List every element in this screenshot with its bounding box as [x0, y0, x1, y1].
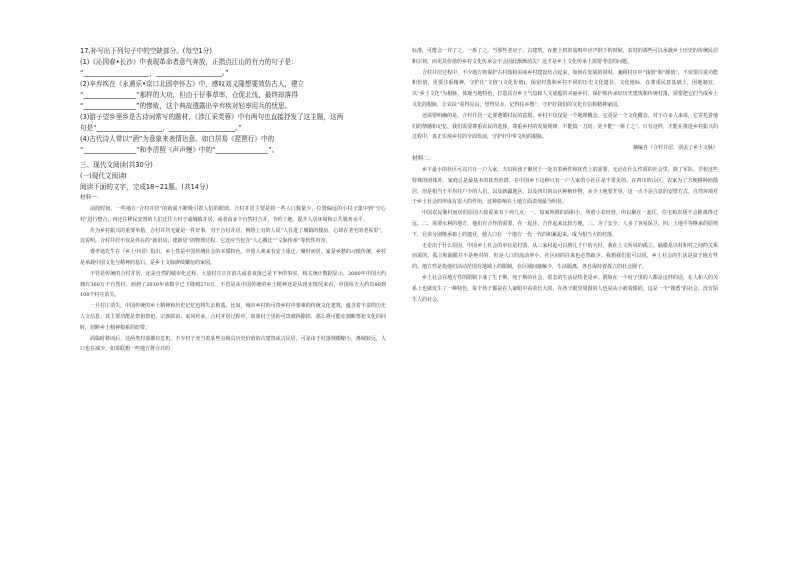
right-column	[412, 0, 718, 562]
q17-item-3b: 句是“____________________，____________________。”	[80, 124, 242, 132]
material-2-paragraph: 中国农民聚村而居的原因大致说来有下列几点：一、每家所耕的面积小，所谓小农经营，所以聚在一起住，住宅和农场不会距离得过远。二、需要水利的地方，他们有合作的需要，在一起住，合作起来比较方便。三、为了安全，人多了容易保卫。四、土地平等继承的原则下，兄弟分别继承祖上的遗业，使人口在一个地方一代一代的积累起来，成为相当大的村落。	[412, 210, 718, 238]
q17-item-2b: “________________”那样的大功，但由于仔事草率，仓促北伐，最终却落得	[80, 91, 298, 99]
q17-item-4a: (4)古代诗人常以“酒”为意象来表情达意。如白居易《琵琶行》中的	[80, 135, 275, 143]
material-1-paragraph: 还需要明确的是，合村并居一定要遵循村民的意愿。乡村不仅仅是一个地理概念，它更是一个文化概念。对于许多人来说，它寄托着他们的情感和记忆，我们需要尊重农民的选择，尊重乡村的发展规律，不能搞一刀切，更不能“一拆了之”。只有这样，才能在推进乡村振兴的过程中，真正实现乡村的全面发展，守护好中华文明的根脉。	[412, 112, 718, 141]
material-1-source: 摘编自《合村并居，别丢了乡土文脉》	[632, 145, 718, 152]
material-1-paragraph: 合村并居过程中，不少地方将保护古村落和美丽乡村建设结合起来，如何在发展的同时，兼顾村庄中“钱值”和“颜值”，不仅要注重功能和价值，更要注重精神，守护住“文值”(文化价值)，保留村落和乡村不同的历史文化遗存、文化地标，在尊重民意基础上，因地制宜，以“乡土文化”为根脉，体现当地特色，打造具有乡土气息和人文底蕴的美丽乡村。保护和传承好历史建筑和传统村落，需要把它们当成乡土文化的根脉，让农民“看得见山，望得见水，记得住乡愁”，守护好我们的文化自信和精神家园。	[412, 69, 718, 108]
material-1-label: 材料一：	[80, 195, 103, 201]
material-1-paragraph: 作为乡村振兴的重要举措，合村并居无疑是一件好事。对于合村并居，网络上有的人说“人住进了城镇的楼房，心却在老宅的老屋里”，这说明，合村并居不仅是外在的“新旧房、建新居”的物理过程，它还应当包含“人心搬迁”“文脉传承”等软性内容。	[80, 227, 386, 245]
subsection-heading: (一)现代文阅读Ⅰ	[80, 172, 127, 180]
q17-item-2a: (2)辛弃疾在《永遇乐•京口北固亭怀古》中，感叹刘义隆想要效仿古人，建立	[80, 80, 305, 88]
material-1-paragraph: 费孝通先生在《乡土中国》指出，乡土性是中国传统社会的本质特色。中国人素来有安土重迁、聚村而居、家是乡愁的习惯传统。乡村是承载中国文化与精神的基石，是乡土文脉赓续繁衍的家园。	[80, 249, 386, 266]
material-2-paragraph: 无论出于什么原因，中国乡土社会的单位是村落，从三家村起可以到几千户的大村。我在上文所说的孤立、隔膜是以村和村之间的关系而说的。孤立和隔膜并不是绝对的，但是人口的流动率小，社区间的往来也必然疏少。我想我们很可以说，乡土社会的生活是富于地方性的。地方性是指他们活动范围有地域上的限制，在区域间接触少，生活隔离，各自保持着孤立的社会圈子。	[412, 242, 718, 271]
q17-item-4b: “________________”和李清照《声声慢》中的“________________”。	[80, 146, 279, 154]
material-1-continued: 标准，可能会一并了之，一拆了之。当那些老房子、古建筑，在推土机的轰鸣中应声倒下的时候，农村的那些可以承载乡土历史的传统民居和宗祠，而更具价值的乡村文化传承会不会因此渐渐消失？这才是乡土文化传承上需要考虑的问题。	[412, 48, 718, 65]
material-2-paragraph: 乡下最小的社区可以只有一户人家。夫妇和孩子聚居于一处有着两性和抚育上的需要。无论在什么性质的社会里，除了军队、学校这些特殊的团体外，家庭总是最基本的抚育社群。在中国乡下这种只有一户人家的小社区是不常见的。在四川的山区，农家为了方便耕种而散居，但是相当于平均住户少的人们，以及新疆地区，以及四川的山区种植作物，多少土地要开垦，这一点不是合意的安排方式。自然环境对于乡土社会的形成有很大的作用，这种影响在土地方面表现最为明显。	[412, 166, 718, 206]
q17-item-1b: “____________________，____________________。”	[80, 69, 229, 77]
q17-item-2c: “________________”的惨败，这个典故透露出辛弃疾对轻率用兵的忧思。	[80, 102, 292, 110]
q17-heading: 17.补写出下列句子中的空缺部分。(每空1分)	[80, 47, 212, 55]
left-column	[80, 0, 386, 562]
q17-item-3a: (3)游子望乡里乡是古诗词常写的题材，《涉江采芙蓉》中有两句也直接抒发了这主题，这两	[80, 113, 344, 121]
reading-instruction: 阅读下面的文字，完成18~21题。(共14分)	[80, 183, 209, 191]
material-1-paragraph: 一旦村庄消失，中国传统的乡土精神和历史记忆也将失去根基。比如，城市乡村的可贵乡村中要素的传统文化建筑，蕴含着丰富的历史人文信息，其主要功能是祭祖祭祀、宗族联谊、家风传承。合村并居过程中，如果村子里的可贵被拆除掉，那么将可能在割断祭祀文化的同时，切断乡土精神根系的纽带。	[80, 303, 386, 331]
q17-item-1a: (1)《沁园春•长沙》中表现革命者意气奔放，正指点江山的有力的句子是：	[80, 58, 298, 66]
material-1-paragraph: 不管是传统的合村并居，还是自然的城市化过程，大量村庄正在消失或者衰落已是不争的事实。相关统计数据显示，2000年中国大约拥有360万个自然村，而到了2010年该数字已下降到270万，不管是从中国传统的乡土精神还是从现实情况来看，中国每天大约有80到100个村庄消失。	[80, 270, 386, 299]
material-2-label: 材料二：	[412, 155, 435, 162]
section-heading: 三、现代文阅读(共30分)	[80, 161, 153, 169]
material-1-paragraph: 前段时间，一些地方“合村并居”的新闻不断吸引着人们的眼球。合村并居主要是将一些人口数量少、位置偏远的小村子集中到“空心村”进行整合，再迁往移民安置的人们迁往大村子或城镇并居，或者由多个自然村合并，节约土地，提升人居环境和公共服务水平。	[80, 206, 386, 223]
material-2-paragraph: 乡土社会在地方性的限制下成了生于斯、死于斯的社会。常态的生活是终老是乡。假如在一个村子里的人都是这样的话，在人和人的关系上也就发生了一种特色，每个孩子都是在人家眼中看着长大的，在孩子眼里周围的人也是从小就看惯的。这是一个“熟悉”的社会，没有陌生人的社会。	[412, 274, 718, 303]
material-1-paragraph: 面临时移而后，这两类村落都有危机。不少村子充当着某些有极具历史价值的古建筑或古民居，可是由于村落规模缩小，离城较远，人口也在减少，如果联想一些地方将合并的	[80, 335, 386, 353]
